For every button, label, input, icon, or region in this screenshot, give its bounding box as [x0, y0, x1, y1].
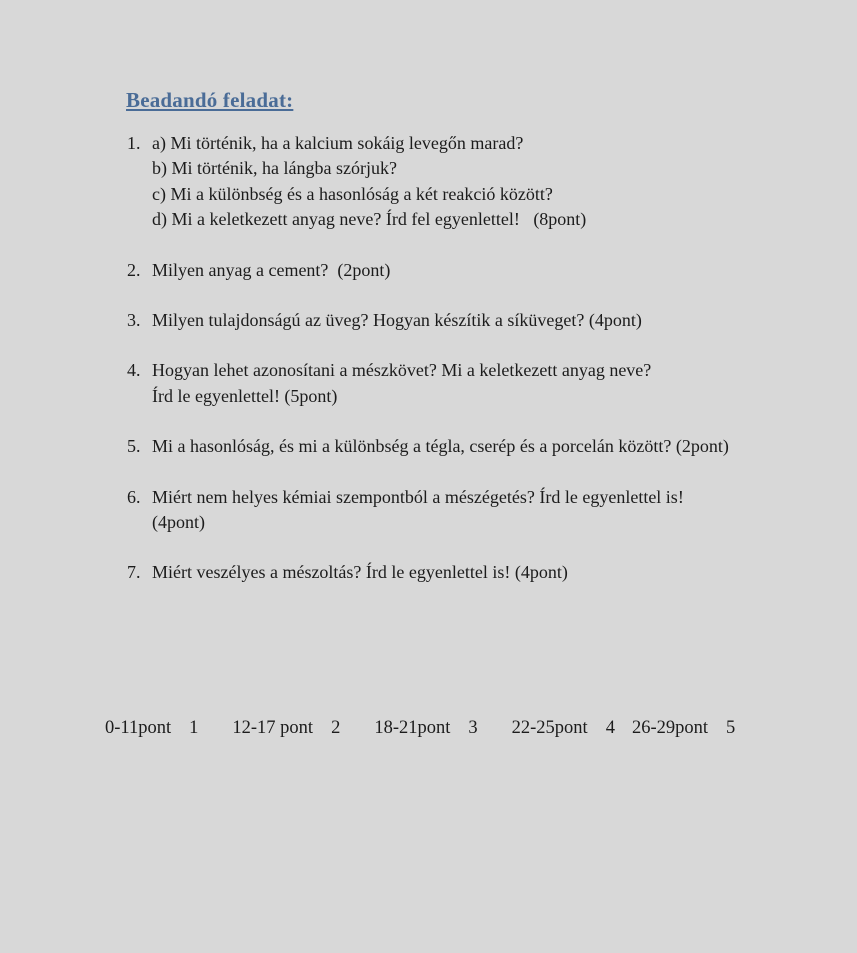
question-number: 1.: [127, 133, 141, 153]
grading-grade: 2: [331, 718, 341, 738]
page-title: Beadandó feladat:: [126, 88, 294, 112]
grading-range: 0-11pont: [105, 718, 172, 738]
question-number: 7.: [127, 562, 141, 583]
question-line: Hogyan lehet azonosítani a mészkövet? Mi a keletkezett anyag neve?: [152, 360, 652, 381]
question-text: [152, 358, 817, 409]
question-number: 5.: [127, 436, 141, 457]
question-text: [152, 560, 817, 585]
question-line: Milyen anyag a cement? (2pont): [152, 259, 391, 280]
question-4: [127, 358, 817, 409]
grading-band-2: [232, 718, 340, 739]
grading-range: 12-17 pont: [232, 718, 314, 738]
question-text: [152, 258, 817, 283]
question-line: a) Mi történik, ha a kalcium sokáig levegőn marad?: [152, 133, 524, 153]
grading-range: 26-29pont: [631, 718, 708, 738]
question-5: [127, 434, 817, 459]
grading-range: 18-21pont: [374, 718, 451, 738]
question-line: Miért nem helyes kémiai szempontból a mészégetés? Írd le egyenlettel is!: [152, 486, 684, 507]
grading-band-4: [512, 718, 615, 739]
question-line: Írd le egyenlettel! (5pont): [152, 385, 338, 406]
grading-band-5: [632, 718, 735, 739]
question-number: 3.: [127, 310, 141, 331]
grading-range: 22-25pont: [511, 718, 588, 738]
question-number: 6.: [127, 486, 141, 507]
question-text: [152, 131, 817, 233]
question-2: [127, 258, 817, 283]
grading-grade: 5: [726, 718, 736, 738]
question-7: [127, 560, 817, 585]
question-text: [152, 434, 817, 459]
grading-band-1: [105, 718, 198, 739]
question-line: Milyen tulajdonságú az üveg? Hogyan készítik a síküveget? (4pont): [152, 310, 642, 331]
question-number: 4.: [127, 360, 141, 381]
question-text: [152, 308, 817, 333]
question-line: d) Mi a keletkezett anyag neve? Írd fel egyenlettel! (8pont): [152, 209, 587, 230]
grading-grade: 1: [189, 718, 199, 738]
question-line: Miért veszélyes a mészoltás? Írd le egyenlettel is! (4pont): [152, 562, 568, 583]
question-6: [127, 485, 817, 536]
question-line: c) Mi a különbség és a hasonlóság a két reakció között?: [152, 183, 553, 204]
question-3: [127, 308, 817, 333]
question-line: Mi a hasonlóság, és mi a különbség a tégla, cserép és a porcelán között? (2pont): [152, 436, 729, 457]
question-1: [127, 131, 817, 233]
question-text: [152, 485, 817, 536]
grading-scale: [105, 718, 735, 739]
question-line: (4pont): [152, 512, 205, 533]
grading-grade: 3: [468, 718, 478, 738]
grading-grade: 4: [605, 718, 615, 738]
question-number: 2.: [127, 259, 141, 280]
grading-band-3: [374, 718, 477, 739]
question-line: b) Mi történik, ha lángba szórjuk?: [152, 158, 397, 179]
question-list: [127, 131, 817, 611]
